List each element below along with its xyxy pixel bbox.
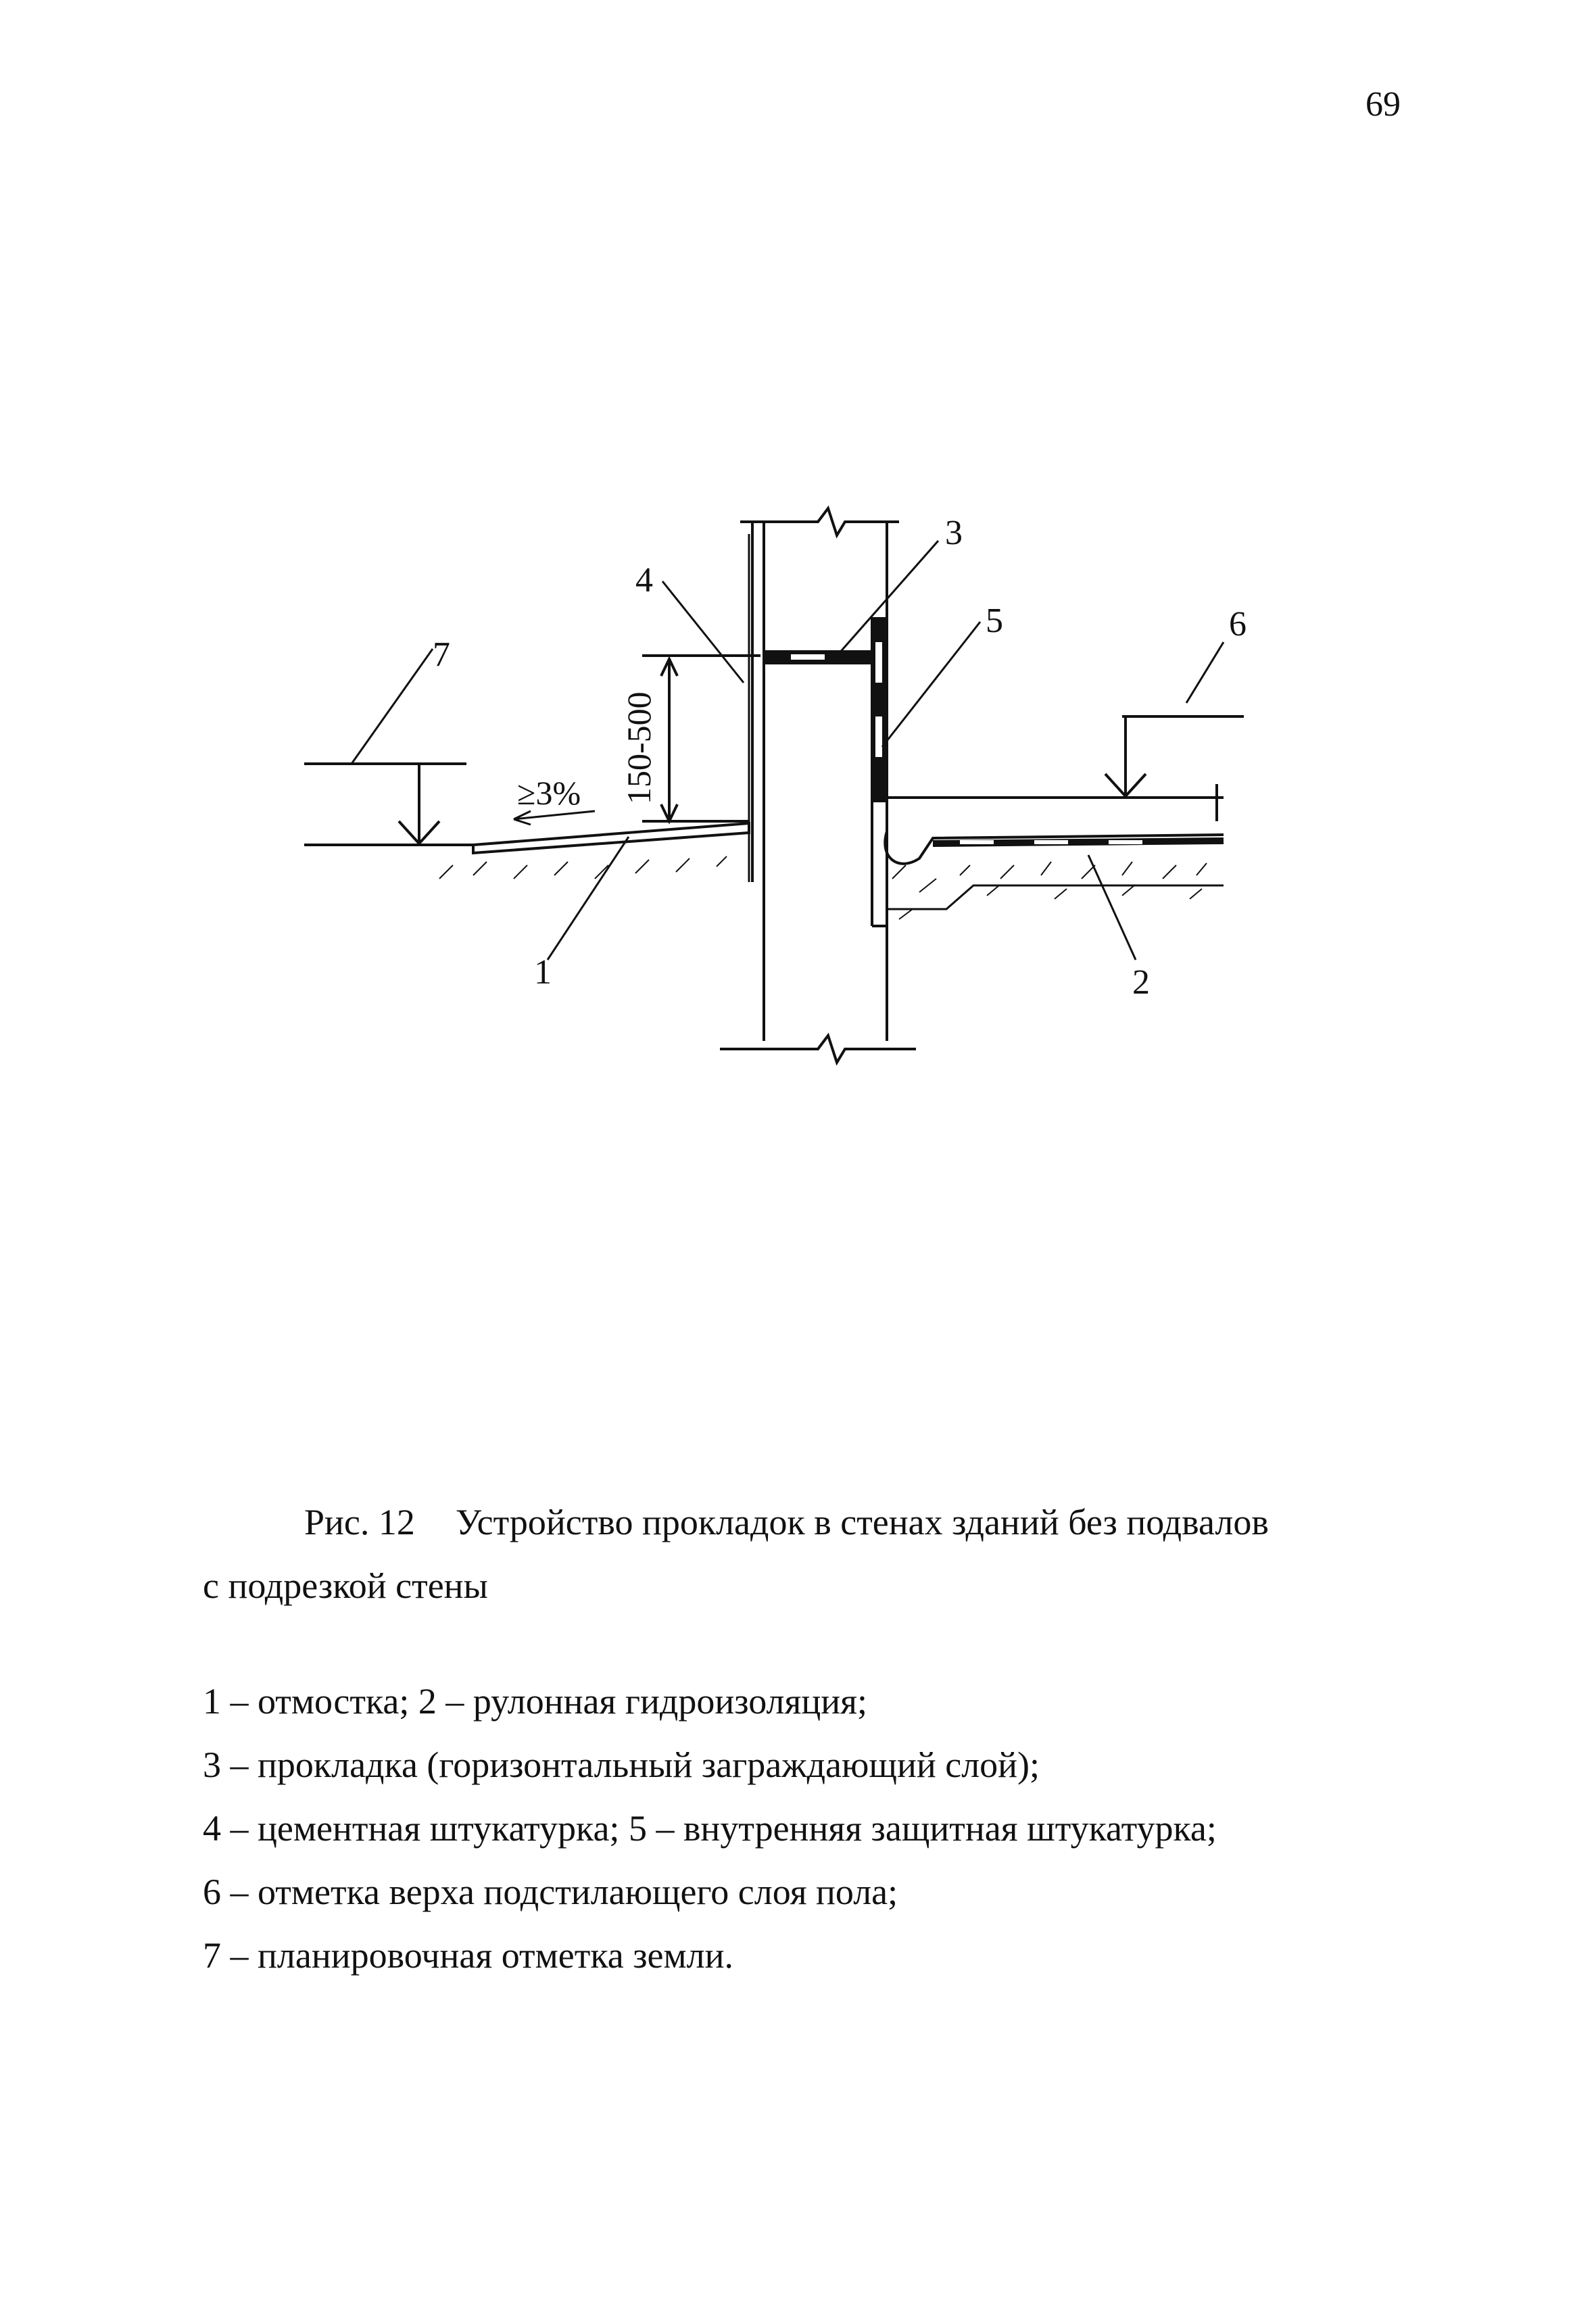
label-7: 7 (433, 635, 450, 674)
pavement (473, 823, 749, 853)
label-5: 5 (986, 602, 1003, 640)
label-1: 1 (534, 953, 552, 992)
legend-item: 3 – прокладка (горизонтальный заграждающий слой); (203, 1745, 1040, 1785)
slope-arrow (514, 811, 595, 825)
figure-legend (203, 1670, 1521, 1987)
dimension-label: 150-500 (620, 691, 658, 804)
label-3: 3 (945, 514, 963, 552)
caption-number: Рис. 12 (304, 1502, 415, 1542)
label-2: 2 (1132, 963, 1150, 1002)
label-6: 6 (1229, 605, 1247, 643)
outer-ground-hatch (439, 856, 727, 879)
caption-title-line-2: с подрезкой стены (203, 1565, 488, 1606)
legend-item: 4 – цементная штукатурка; 5 – внутренняя защитная штукатурка; (203, 1808, 1217, 1849)
page-number: 69 (1365, 85, 1401, 124)
legend-item: 7 – планировочная отметка земли. (203, 1935, 734, 1976)
legend-item: 6 – отметка верха подстилающего слоя пола; (203, 1872, 898, 1912)
label-4: 4 (635, 561, 653, 600)
slope-label: ≥3% (517, 774, 581, 812)
legend-item: 1 – отмостка; 2 – рулонная гидроизоляция; (203, 1681, 867, 1722)
rolled-waterproofing (885, 831, 1224, 864)
concrete-prep-bottom (887, 885, 1224, 909)
caption-title-line-1: Устройство прокладок в стенах зданий без подвалов (455, 1502, 1269, 1542)
wall-section-diagram (0, 0, 1596, 1115)
figure-caption (203, 1490, 1487, 1617)
